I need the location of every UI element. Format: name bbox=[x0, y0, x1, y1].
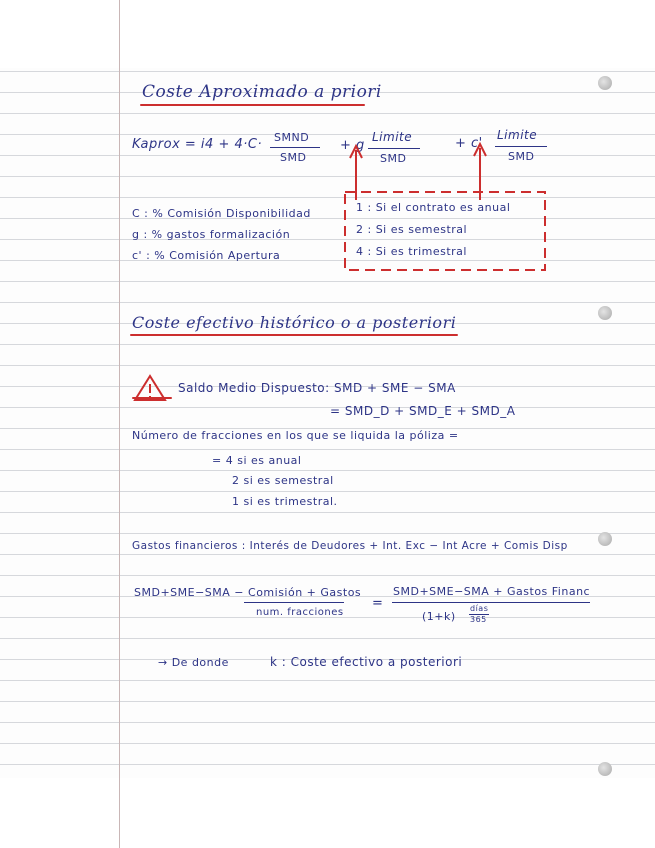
formula-num2: Limite bbox=[372, 130, 413, 144]
conclusion-text: k : Coste efectivo a posteriori bbox=[270, 655, 463, 669]
punch-hole-middle bbox=[598, 306, 612, 320]
gastos-financieros-line: Gastos financieros : Interés de Deudores + Int. Exc − Int Acre + Comis Disp bbox=[132, 540, 568, 552]
fractions-header: Número de fracciones en los que se liquida la póliza = bbox=[132, 429, 459, 442]
warning-underline bbox=[132, 397, 172, 399]
page-bottom-margin bbox=[0, 778, 655, 848]
page-top-margin bbox=[0, 0, 655, 68]
equation-left-fraction-bar bbox=[244, 602, 344, 603]
formula-plus-c-prime: + c' bbox=[455, 136, 483, 151]
box-item-trimestral: 4 : Si es trimestral bbox=[356, 245, 467, 258]
equation-exponent-top: días bbox=[470, 604, 489, 613]
smd-line-1: Saldo Medio Dispuesto: SMD + SME − SMA bbox=[178, 381, 456, 395]
section2-title: Coste efectivo histórico o a posteriori bbox=[132, 313, 457, 332]
equation-right-numerator: SMD+SME−SMA + Gastos Financ bbox=[393, 585, 591, 598]
fraction-option-semestral: 2 si es semestral bbox=[232, 474, 334, 487]
definition-c-prime: c' : % Comisión Apertura bbox=[132, 249, 281, 262]
formula-den1: SMD bbox=[280, 151, 307, 164]
punch-hole-bottom bbox=[598, 762, 612, 776]
formula-fraction-bar-2 bbox=[368, 148, 420, 149]
section1-title-underline bbox=[140, 104, 365, 106]
equation-left-denominator: num. fracciones bbox=[256, 607, 344, 618]
box-item-anual: 1 : Si el contrato es anual bbox=[356, 201, 511, 214]
box-item-semestral: 2 : Si es semestral bbox=[356, 223, 468, 236]
formula-num1: SMND bbox=[274, 131, 310, 144]
smd-line-2: = SMD_D + SMD_E + SMD_A bbox=[330, 404, 516, 418]
equation-left-numerator: SMD+SME−SMA − Comisión + Gastos bbox=[134, 586, 362, 599]
fraction-option-anual: = 4 si es anual bbox=[212, 454, 302, 467]
formula-num3: Limite bbox=[497, 128, 538, 142]
section2-title-underline bbox=[130, 334, 458, 336]
equation-equals: = bbox=[372, 596, 384, 611]
formula-plus-g: + g bbox=[340, 138, 365, 153]
punch-hole-lower bbox=[598, 532, 612, 546]
punch-hole-top bbox=[598, 76, 612, 90]
equation-right-fraction-bar bbox=[392, 602, 590, 603]
conclusion-arrow: → De donde bbox=[158, 656, 229, 669]
equation-exponent-bottom: 365 bbox=[470, 615, 487, 624]
equation-right-denominator: (1+k) bbox=[422, 610, 456, 623]
margin-line bbox=[119, 0, 120, 848]
definition-c: C : % Comisión Disponibilidad bbox=[132, 207, 311, 220]
fraction-option-trimestral: 1 si es trimestral. bbox=[232, 495, 338, 508]
section1-title: Coste Aproximado a priori bbox=[142, 82, 382, 102]
formula-den3: SMD bbox=[508, 150, 535, 163]
formula-fraction-bar-3 bbox=[495, 146, 547, 147]
formula-den2: SMD bbox=[380, 152, 407, 165]
definition-g: g : % gastos formalización bbox=[132, 228, 291, 241]
formula-lhs: Kaprox = i4 + 4·C· bbox=[132, 137, 263, 152]
formula-fraction-bar-1 bbox=[270, 147, 320, 148]
